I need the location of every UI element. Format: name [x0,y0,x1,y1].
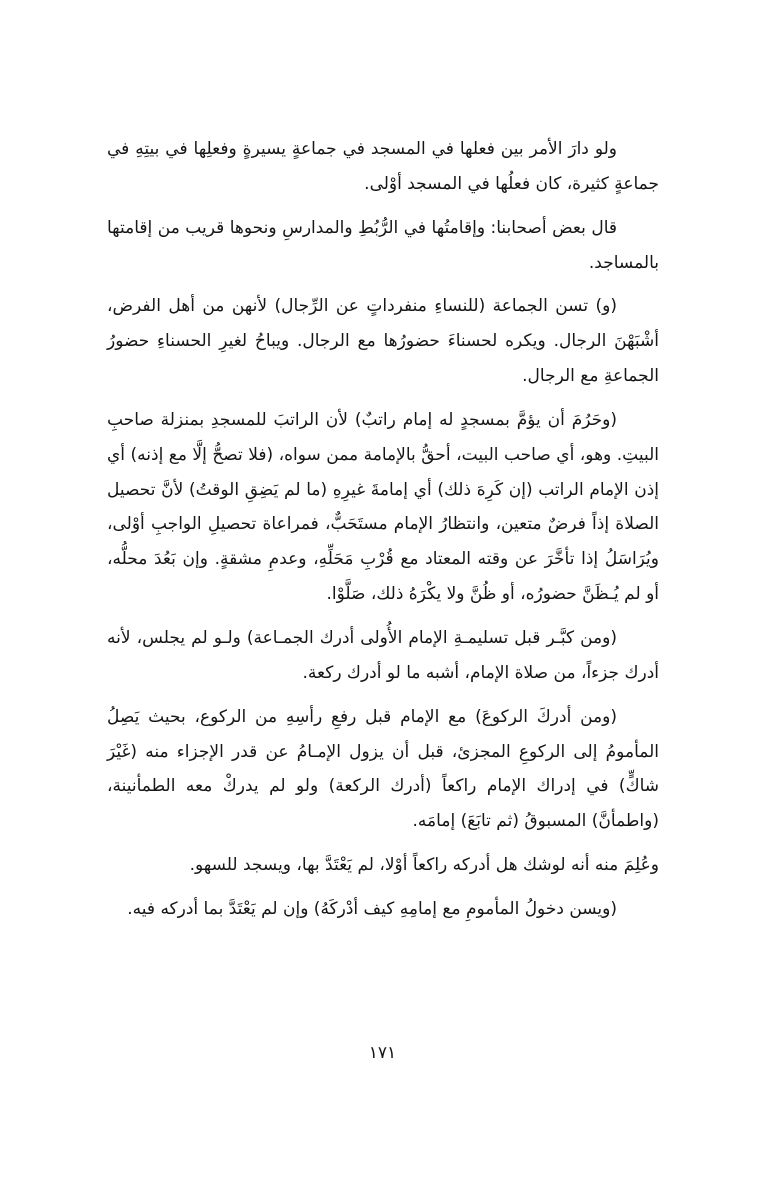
paragraph: ولو دارَ الأمر بين فعلها في المسجد في جماعةٍ يسيرةٍ وفعلِها في بيتِهِ في جماعةٍ كثيرة، كان فعلُها في المسجد أوْلى. [107,139,659,194]
paragraph: وعُلِمَ منه أنه لوشك هل أدركه راكعاً أوْلا، لم يَعْتَدَّ بها، ويسجد للسهو. [189,855,659,876]
paragraph: (ومن كبَّـر قبل تسليمـةِ الإمام الأُولى أدرك الجمـاعة) ولـو لم يجلس، لأنه أدرك جزءاً، من صلاة الإمام، أشبه ما لو أدرك ركعة. [107,627,659,683]
paragraph: (ومن أدركَ الركوعَ) مع الإمام قبل رفعِ رأسِهِ من الركوع، بحيث يَصِلُ المأمومُ إلى الركوعِ المجزئ، قبل أن يزول الإمـامُ عن قدر الإجزاء منه (غَيْرَ شاكٍّ) في إدراك الإمام راكعاً (أدرك الركعة) ولو لم يدركْ معه الطمأنينة، (واطمأنَّ) المسبوقُ (ثم تابَعَ) إمامَه. [107,706,659,832]
paragraph: (وحَرُمَ أن يؤمَّ بمسجدٍ له إمام راتبٌ) لأن الراتبَ للمسجدِ بمنزلة صاحبِ البيتِ. وهو، أي صاحب البيت، أحقُّ بالإمامة ممن سواه، (فلا تصحُّ إلَّا مع إذنه) أي إذن الإمام الراتب (إن كَرِهَ ذلك) أي إمامةَ غيرِهِ (ما لم يَضِقِ الوقتُ) لأنَّ تحصيل الصلاة إذاً فرضٌ متعين، وانتظارُ الإمام مستَحَبٌّ، فمراعاة تحصيلِ الواجبِ أوْلى، ويُرَاسَلُ إذا تأخَّرَ عن وقته المعتاد مع قُرْبِ مَحَلِّهِ، وعدمِ مشقةٍ. وإن بَعُدَ محلُّه، أو لم يُـظَنَّ حضورُه، أو ظُنَّ ولا يكْرَهُ ذلك، صَلَّوْا. [107,409,659,605]
paragraph: قال بعض أصحابنا: وإقامتُها في الرُّبُطِ والمدارسِ ونحوها قريب من إقامتها بالمساجد. [107,217,659,273]
page-number: ١٧١ [368,1043,397,1063]
paragraph: (ويسن دخولُ المأمومِ مع إمامِهِ كيف أدْركَهُ) وإن لم يَعْتَدَّ بما أدركه فيه. [127,898,617,919]
body-text [107,132,659,936]
paragraph: (و) تسن الجماعة (للنساءِ منفرداتٍ عن الرِّجال) لأنهن من أهل الفرض، أشْبَهْنَ الرجال. ويكره لحسناءَ حضورُها مع الرجال. ويباحُ لغيرِ الحسناءِ حضورُ الجماعةِ مع الرجال. [107,296,659,387]
